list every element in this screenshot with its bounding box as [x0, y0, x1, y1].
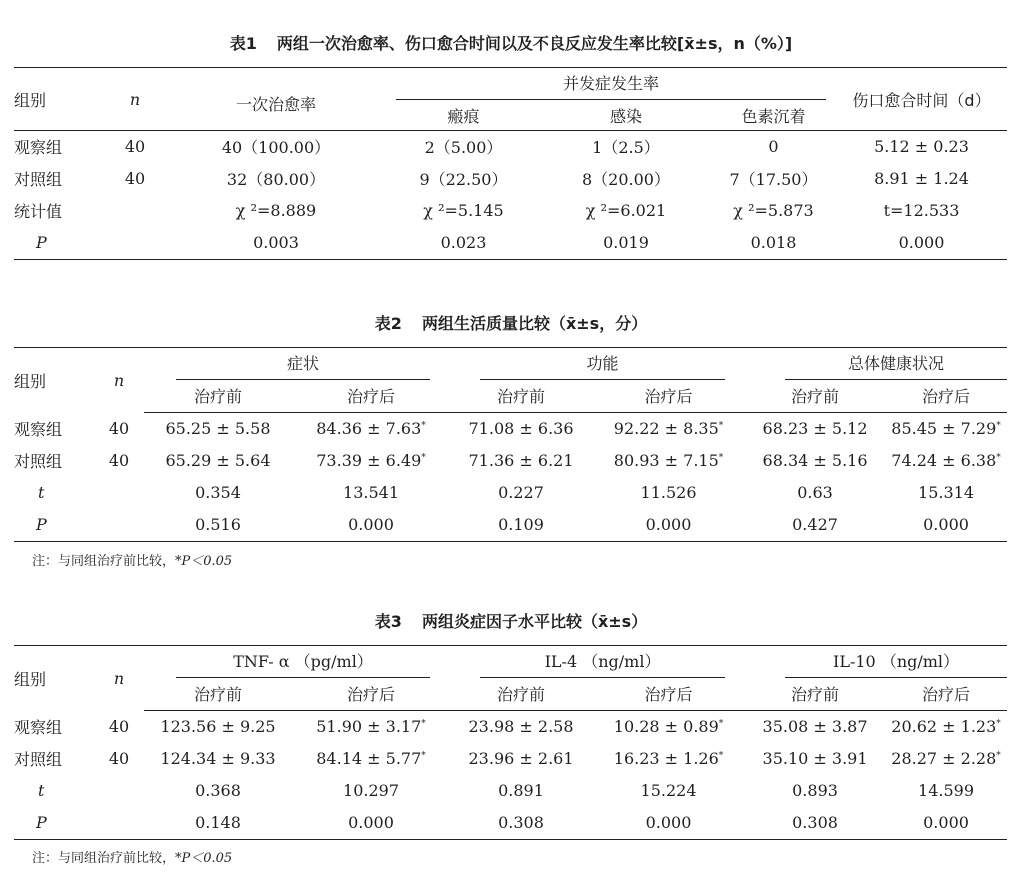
cell-value: 0.000 [592, 806, 745, 839]
table3-header-il4 [450, 646, 745, 679]
cell-n [104, 227, 166, 260]
cell-infection: 0.019 [541, 227, 711, 260]
cell-value [745, 710, 885, 742]
note-significance: *P＜0.05 [175, 851, 233, 866]
value: 10.28 ± 0.89 [613, 716, 719, 736]
value: 74.24 ± 6.38 [891, 450, 997, 470]
cell-scar: 0.023 [386, 227, 541, 260]
table2-header-before: 治疗前 [144, 380, 292, 412]
table1-header-pigmentation: 色素沉着 [741, 106, 806, 126]
cell-value [592, 710, 745, 742]
table3-header-tnf [144, 646, 450, 679]
cell-healing: 0.000 [836, 227, 1007, 260]
significance-mark: * [718, 750, 724, 761]
cell-n [94, 806, 144, 839]
value: 92.22 ± 8.35 [613, 418, 719, 438]
significance-mark: * [718, 452, 724, 463]
significance-mark: * [421, 718, 426, 729]
cell-infection: 8（20.00） [582, 170, 670, 189]
row-label: 统计值 [14, 202, 63, 221]
table3-caption-text: 两组炎症因子水平比较（x̄±s） [421, 612, 648, 631]
cell-n [94, 508, 144, 541]
value: 51.90 ± 3.17 [316, 716, 422, 736]
table1-header-complication-label: 并发症发生率 [396, 68, 826, 100]
row-label: P [14, 227, 104, 260]
cell-value: 0.516 [144, 508, 292, 541]
table2-header-function-label: 功能 [480, 348, 725, 380]
significance-mark: * [996, 750, 1001, 761]
cell-n: 40 [124, 137, 146, 157]
table-row [14, 710, 1007, 742]
value: 28.27 ± 2.28 [891, 748, 997, 768]
cell-n [104, 195, 166, 227]
table3-header-group: 组别 [14, 646, 94, 711]
cell-value [292, 742, 450, 774]
cell-value: 0.308 [450, 806, 592, 839]
table1-caption-text: 两组一次治愈率、伤口愈合时间以及不良反应发生率比较[x̄±s，n（%）] [276, 34, 793, 53]
row-label: t [38, 482, 45, 502]
cell-value: 0.427 [745, 508, 885, 541]
cell-infection: χ ²=6.021 [585, 201, 667, 220]
table3 [14, 645, 1007, 840]
cell-pigment: 0.018 [711, 227, 836, 260]
significance-mark: * [421, 750, 426, 761]
table3-header-before: 治疗前 [144, 678, 292, 710]
table3-header-before: 治疗前 [450, 678, 592, 710]
table2-header-general-health [745, 348, 1007, 381]
note-text: 注：与同组治疗前比较， [32, 554, 176, 569]
cell-value: 0.227 [498, 482, 544, 502]
table1-header-infection: 感染 [609, 106, 642, 126]
cell-value: 13.541 [343, 482, 399, 502]
value: 23.98 ± 2.58 [468, 716, 574, 736]
table3-header-after: 治疗后 [885, 678, 1007, 710]
table2-header-group: 组别 [14, 348, 94, 413]
value: 35.08 ± 3.87 [762, 716, 868, 736]
table2-header-after: 治疗后 [885, 380, 1007, 412]
cell-value [592, 742, 745, 774]
table3-caption-number: 表3 [374, 612, 402, 631]
significance-mark: * [718, 718, 724, 729]
cell-value [144, 742, 292, 774]
value: 80.93 ± 7.15 [613, 450, 719, 470]
cell-pigment: 0 [768, 137, 779, 157]
table2 [14, 347, 1007, 542]
cell-value: 10.297 [343, 780, 399, 800]
table2-header-n: n [94, 348, 144, 413]
cell-scar: χ ²=5.145 [423, 201, 504, 220]
significance-mark: * [421, 452, 426, 463]
table3-caption [0, 612, 1022, 632]
table-row [14, 742, 1007, 774]
significance-mark: * [996, 420, 1001, 431]
table3-header-after: 治疗后 [592, 678, 745, 710]
table-row [14, 412, 1007, 444]
table1-header-n: n [104, 68, 166, 131]
table-row [14, 774, 1007, 806]
cell-healing: t=12.533 [883, 201, 960, 220]
value: 35.10 ± 3.91 [762, 748, 868, 768]
table3-header-n: n [94, 646, 144, 711]
table2-caption-number: 表2 [374, 314, 402, 333]
table2-header-general-health-label: 总体健康状况 [785, 348, 1007, 380]
cell-value [885, 710, 1007, 742]
value: 65.25 ± 5.58 [165, 418, 271, 438]
table1-header-healing-time: 伤口愈合时间（d） [836, 68, 1007, 131]
value: 71.08 ± 6.36 [468, 418, 574, 438]
cell-value [450, 742, 592, 774]
cell-scar: 9（22.50） [419, 170, 508, 189]
cell-value: 0.354 [195, 482, 241, 502]
table3-header-il10 [745, 646, 1007, 679]
cell-value [592, 412, 745, 444]
note-text: 注：与同组治疗前比较， [32, 851, 176, 866]
table3-note [32, 851, 232, 867]
cell-value [292, 710, 450, 742]
value: 68.34 ± 5.16 [762, 450, 868, 470]
cell-cure: 0.003 [166, 227, 386, 260]
table-row [14, 508, 1007, 541]
cell-value: 0.891 [498, 780, 544, 800]
note-significance: *P＜0.05 [175, 554, 233, 569]
table3-header-il4-label: IL-4 （ng/ml） [480, 646, 725, 678]
row-label: t [38, 780, 45, 800]
cell-value: 0.000 [292, 806, 450, 839]
table-row [14, 476, 1007, 508]
cell-value: 0.000 [292, 508, 450, 541]
cell-value [745, 444, 885, 476]
cell-n [94, 476, 144, 508]
cell-value: 0.63 [797, 482, 833, 502]
cell-n: 40 [108, 748, 130, 768]
cell-value [144, 412, 292, 444]
value: 68.23 ± 5.12 [762, 418, 868, 438]
cell-value: 0.000 [885, 508, 1007, 541]
cell-value [745, 742, 885, 774]
table2-header-symptoms-label: 症状 [176, 348, 430, 380]
cell-value: 15.224 [640, 780, 697, 800]
cell-value [885, 742, 1007, 774]
row-label: 对照组 [14, 170, 63, 189]
cell-value: 0.109 [450, 508, 592, 541]
value: 84.14 ± 5.77 [316, 748, 422, 768]
cell-n [94, 774, 144, 806]
cell-healing: 8.91 ± 1.24 [874, 169, 969, 188]
cell-value: 15.314 [918, 482, 975, 502]
cell-value: 0.000 [885, 806, 1007, 839]
table-row [14, 444, 1007, 476]
table2-note [32, 554, 232, 570]
table3-header-il10-label: IL-10 （ng/ml） [785, 646, 1007, 678]
cell-n: 40 [124, 169, 146, 188]
value: 124.34 ± 9.33 [160, 748, 276, 768]
table1-caption [0, 34, 1022, 54]
value: 71.36 ± 6.21 [468, 450, 574, 470]
row-label: 对照组 [14, 451, 63, 471]
cell-value: 0.148 [144, 806, 292, 839]
cell-value [885, 412, 1007, 444]
table-row [14, 131, 1007, 163]
table2-header-before: 治疗前 [450, 380, 592, 412]
value: 123.56 ± 9.25 [160, 716, 276, 736]
cell-value [144, 444, 292, 476]
significance-mark: * [996, 718, 1001, 729]
table1-header-group: 组别 [14, 68, 104, 131]
table-row [14, 227, 1007, 260]
significance-mark: * [996, 452, 1001, 463]
cell-value [144, 710, 292, 742]
significance-mark: * [421, 420, 426, 431]
cell-scar: 2（5.00） [424, 138, 503, 158]
value: 84.36 ± 7.63 [316, 418, 422, 438]
table2-caption-text: 两组生活质量比较（x̄±s，分） [421, 314, 648, 333]
table3-header-tnf-label: TNF- α （pg/ml） [176, 646, 430, 678]
table-row [14, 195, 1007, 227]
table2-header-after: 治疗后 [292, 380, 450, 412]
cell-value [450, 412, 592, 444]
table1-header-scar: 瘢痕 [447, 106, 480, 126]
table1-caption-number: 表1 [229, 34, 257, 53]
table2-header-after: 治疗后 [592, 380, 745, 412]
table1-header-complication-rate [386, 68, 836, 101]
value: 16.23 ± 1.26 [613, 748, 719, 768]
cell-cure: χ ²=8.889 [235, 201, 317, 220]
table1-header-cure-rate: 一次治愈率 [166, 68, 386, 131]
cell-value [292, 412, 450, 444]
cell-value: 0.308 [745, 806, 885, 839]
table3-header-after: 治疗后 [292, 678, 450, 710]
cell-value: 11.526 [640, 482, 697, 502]
cell-value [885, 444, 1007, 476]
cell-value: 0.893 [792, 780, 838, 800]
row-label: P [14, 508, 94, 541]
value: 73.39 ± 6.49 [316, 450, 422, 470]
cell-value: 14.599 [918, 780, 975, 800]
cell-value [450, 710, 592, 742]
cell-value: 0.000 [592, 508, 745, 541]
value: 65.29 ± 5.64 [165, 450, 271, 470]
table-row [14, 163, 1007, 195]
table2-header-symptoms [144, 348, 450, 381]
cell-value [450, 444, 592, 476]
row-label: 对照组 [14, 749, 63, 769]
cell-pigment: χ ²=5.873 [733, 201, 814, 220]
table2-header-function [450, 348, 745, 381]
cell-value [292, 444, 450, 476]
cell-cure: 40（100.00） [221, 138, 331, 158]
row-label: 观察组 [14, 717, 63, 737]
cell-n: 40 [108, 450, 130, 470]
table3-header-before: 治疗前 [745, 678, 885, 710]
cell-n: 40 [108, 716, 130, 736]
table1 [14, 67, 1007, 260]
cell-n: 40 [108, 418, 130, 438]
value: 20.62 ± 1.23 [891, 716, 997, 736]
table-row [14, 806, 1007, 839]
value: 85.45 ± 7.29 [891, 418, 997, 438]
row-label: 观察组 [14, 138, 63, 158]
value: 23.96 ± 2.61 [468, 748, 574, 768]
row-label: P [14, 806, 94, 839]
significance-mark: * [718, 420, 724, 431]
cell-value [745, 412, 885, 444]
table2-caption [0, 314, 1022, 334]
table2-header-before: 治疗前 [745, 380, 885, 412]
cell-value: 0.368 [195, 780, 241, 800]
cell-value [592, 444, 745, 476]
cell-pigment: 7（17.50） [729, 170, 818, 189]
cell-healing: 5.12 ± 0.23 [874, 137, 969, 157]
row-label: 观察组 [14, 419, 63, 439]
cell-cure: 32（80.00） [226, 170, 326, 189]
cell-infection: 1（2.5） [592, 138, 660, 158]
